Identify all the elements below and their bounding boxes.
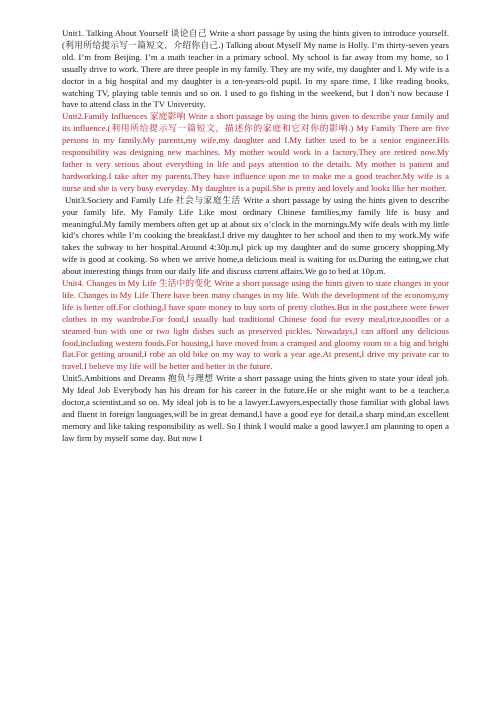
unit-4-paragraph: Unit4. Changes in My Life 生活中的变化 Write a short passage using the hints given to state changes in your life. Changes in My Life There have been many changes in my life. With the development of the economy,my life is better off.For clothing,I have spare money to buy sorts of pretty clothes.But in the past,there were fewer clothes in my wardrobe.For food,I usually had traditional Chinese food for every meal,rice,noodles or a steamed bun with one or two light dishes such as preserved pickles. Nowadays,I can afford any delicious food,including western foods.For housing,I have moved from a cramped and gloomy room to a big and bright flat.For getting around,I robe an old bike on my way to work a year age.At present,I drive my private car to travel.I believe my life will be better and better in the future.	[62, 278, 449, 372]
unit-3-paragraph: Unit3.Society and Family Life 社会与家庭生活 Write a short passage by using the hints given to describe your family life. My Family Life Like most ordinary Chinese families,my family life is busy and meaningful.My family members often get up at about six o’clock in the mornings.My wife deals with my little kid’s chores while I’m cooking the breakfast.I drive my daughter to her school and then to my work.My wife takes the subway to her hospital.Around 4:30p.m,I pick up my daughter and do some grocery shopping.My wife is good at cooking. So when we arrive home,a delicious meal is waiting for us.During the eating,we chat about interesting things from our daily life and discuss current affairs.We go to bed at 10p.m.	[62, 194, 449, 277]
unit-2-paragraph: Unit2.Family Influences 家庭影响 Write a short passage by using the hints given to describe your family and its influence.(利用所给提示写一篇短文，描述你的家庭和它对你的影响.) My Family There are five persons in my family.My parents,my wife,my daughter and I.My father used to be a senior engineer.His responsibility was designing new machines. My mother would work in a factory.They are retired now.My father is very serious about everything in life and pays attention to the details. My mother is patient and hardworking.I take after my parents.They have influence upon me to make me a good teacher.My wife is a nurse and she is very busy everyday. My daughter is a pupil.She is pretty and lovely and looks like her mother.	[62, 111, 449, 193]
unit-1-paragraph: Unit1. Talking About Yourself 谈论自己 Write a short passage by using the hints given to introduce yourself.(利用所给提示写一篇短文，介绍你自己.) Talking about Myself My name is Holly. I’m thirty-seven years old. I’m from Beijing. I’m a math teacher in a primary school. My school is far away from my home, so I usually drive to work. There are three people in my family. They are my wife, my daughter and I. My wife is a doctor in a big hospital and my daughter is a ten-years-old pupil. In my spare time, I like reading books, watching TV, playing table tennis and so on. I used to go fishing in the weekend, but I don’t now because I have to attend class in the TV University.	[62, 28, 449, 110]
unit-5-paragraph: Unit5.Ambitions and Dreams 抱负与理想 Write a short passage using the hints given to state your ideal job. My Ideal Job Everybody has his dream for his career in the future.He or she might want to be a teacher,a doctor,a scientist,and so on. My ideal job is to be a lawyer.Lawyers,especially those familiar with global laws and fluent in foreign languages,will be in great demand.I have a good eye for detail,a sharp mind,an excellent memory and like taking responsibility as well. So I think I would make a good lawyer.I am planning to open a law firm by myself some day. But now I	[62, 373, 449, 443]
